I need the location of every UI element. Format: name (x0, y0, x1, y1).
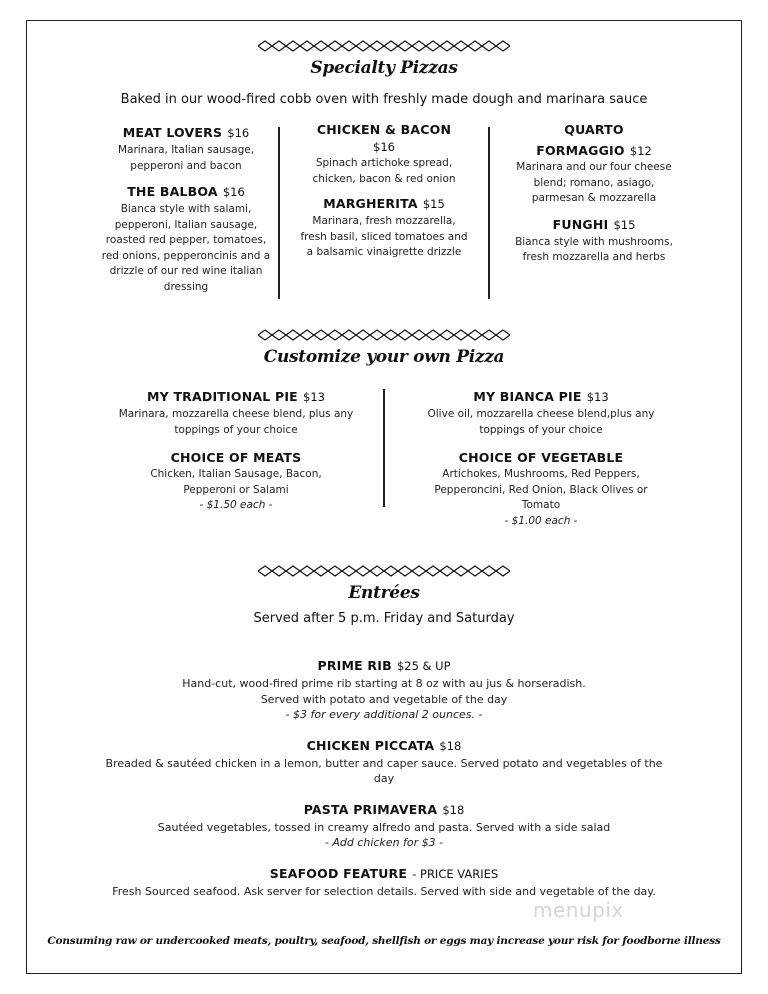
divider-diamond (342, 330, 356, 340)
item-description: Artichokes, Mushrooms, Red Peppers, Pepperoncini, Red Onion, Black Olives or Tomato (434, 468, 648, 511)
menu-item (412, 386, 670, 405)
item-description: Marinara, fresh mozzarella, fresh basil, sliced tomatoes and a balsamic vinaigrette drizzle (300, 215, 468, 258)
divider-diamond (454, 330, 468, 340)
item-price: $15 (422, 197, 445, 211)
divider-diamond (384, 330, 398, 340)
item-description: Fresh Sourced seafood. Ask server for selection details. Served with side and vegetable of the day. (112, 884, 656, 898)
divider-diamond (384, 566, 398, 576)
item-price: - PRICE VARIES (412, 866, 499, 881)
divider-diamond (272, 566, 286, 576)
divider-diamond (412, 566, 426, 576)
watermark-logo: menupix (533, 898, 624, 922)
item-description: Hand-cut, wood-fired prime rib starting at 8 oz with au jus & horseradish. Served with potato and vegetable of the day (182, 677, 586, 706)
divider-diamond (482, 330, 496, 340)
item-description: Marinara, mozzarella cheese blend, plus any toppings of your choice (118, 408, 354, 436)
divider-diamond (454, 566, 468, 576)
menu-item (96, 799, 672, 818)
entrees-subtitle: Served after 5 p.m. Friday and Saturday (253, 611, 515, 626)
menu-item (96, 863, 672, 882)
item-name: MY BIANCA PIE (473, 389, 582, 404)
item-name: CHOICE OF VEGETABLE (458, 450, 624, 465)
item-description: Chicken, Italian Sausage, Bacon, Pepperoni or Salami (150, 468, 322, 496)
item-price: $12 (629, 144, 652, 158)
item-description: Olive oil, mozzarella cheese blend,plus any toppings of your choice (427, 408, 655, 436)
item-name: PASTA PRIMAVERA (303, 801, 438, 817)
divider-diamond (370, 41, 384, 51)
divider-diamond (272, 330, 286, 340)
food-safety-warning: Consuming raw or undercooked meats, poultry, seafood, shellfish or eggs may increase your risk for foodborne illness (47, 935, 721, 947)
item-description: Bianca style with salami, pepperoni, Italian sausage, roasted red pepper, tomatoes, red onions, pepperoncinis and a drizzle of our red wine italian dressing (101, 203, 271, 293)
item-price: $25 & UP (396, 659, 451, 673)
column-divider (383, 389, 385, 507)
entrees-list (96, 655, 672, 899)
item-price: $18 (439, 738, 462, 753)
item-description: Marinara and our four cheese blend; romano, asiago, parmesan & mozzarella (516, 161, 672, 204)
price-note: - $1.50 each - (199, 499, 273, 511)
menu-item (298, 193, 470, 212)
divider-diamond (384, 41, 398, 51)
specialty-column-3 (508, 122, 680, 266)
item-price: $13 (303, 390, 325, 404)
divider-diamond (286, 566, 300, 576)
divider-diamond (370, 330, 384, 340)
customize-right-column (412, 386, 670, 529)
divider-diamond (468, 566, 482, 576)
divider-diamond (258, 41, 272, 51)
menu-item (96, 655, 672, 674)
item-name: FUNGHI (552, 216, 609, 232)
divider-diamond (314, 566, 328, 576)
menu-item (508, 214, 680, 233)
item-name: CHICKEN & BACON (316, 122, 452, 137)
price-note: - Add chicken for $3 - (324, 836, 444, 849)
divider-diamond (300, 41, 314, 51)
column-divider (278, 127, 280, 299)
price-note: - $1.00 each - (504, 514, 578, 527)
divider-diamond (398, 41, 412, 51)
entrees-title: Entrées (348, 583, 420, 603)
divider-diamond (426, 41, 440, 51)
item-name: MY TRADITIONAL PIE (147, 389, 298, 404)
divider-diamond (468, 41, 482, 51)
item-name: CHOICE OF MEATS (170, 450, 302, 465)
divider-diamond (286, 330, 300, 340)
specialty-subtitle: Baked in our wood-fired cobb oven with freshly made dough and marinara sauce (120, 92, 648, 107)
divider-diamond (300, 330, 314, 340)
item-description: Spinach artichoke spread, chicken, bacon & red onion (312, 157, 456, 185)
divider-diamond (468, 330, 482, 340)
customize-left-column (106, 386, 366, 514)
item-price: $16 (222, 185, 245, 199)
divider-diamond (482, 566, 496, 576)
divider-diamond (496, 41, 510, 51)
item-description: Bianca style with mushrooms, fresh mozzarella and herbs (515, 235, 673, 263)
divider-diamond (300, 566, 314, 576)
item-description: Breaded & sautéed chicken in a lemon, butter and caper sauce. Served potato and vegetables of the day (105, 756, 663, 785)
item-price: $15 (613, 217, 636, 232)
divider-diamond (440, 330, 454, 340)
item-name: PRIME RIB (317, 658, 392, 673)
divider-diamond (286, 41, 300, 51)
menu-item (96, 181, 276, 200)
divider-diamond (412, 41, 426, 51)
divider-diamond (482, 41, 496, 51)
divider-diamond (272, 41, 286, 51)
item-price: $18 (442, 802, 465, 817)
item-name: THE BALBOA (127, 184, 218, 199)
item-name: CHICKEN PICCATA (306, 737, 435, 753)
customize-title: Customize your own Pizza (263, 347, 505, 367)
specialty-column-1 (96, 122, 276, 295)
item-price: $16 (373, 140, 395, 154)
divider-diamond (258, 566, 272, 576)
item-name: MEAT LOVERS (122, 125, 223, 140)
divider-diamond (342, 566, 356, 576)
item-name: FORMAGGIO (536, 143, 625, 158)
divider-diamond (440, 566, 454, 576)
diamond-divider (258, 565, 510, 577)
item-name: SEAFOOD FEATURE (269, 865, 408, 881)
item-name: MARGHERITA (323, 196, 418, 211)
item-description: Sautéed vegetables, tossed in creamy alfredo and pasta. Served with a side salad (157, 820, 611, 834)
divider-diamond (426, 330, 440, 340)
menu-item (106, 386, 366, 405)
item-price: $13 (586, 390, 609, 404)
menu-item (96, 735, 672, 754)
diamond-divider (258, 329, 510, 341)
divider-diamond (370, 566, 384, 576)
divider-diamond (356, 41, 370, 51)
divider-diamond (314, 41, 328, 51)
menu-item (96, 122, 276, 141)
divider-diamond (398, 566, 412, 576)
specialty-column-2 (298, 122, 470, 261)
divider-diamond (328, 566, 342, 576)
divider-diamond (258, 330, 272, 340)
divider-diamond (412, 330, 426, 340)
divider-diamond (328, 330, 342, 340)
specialty-title: Specialty Pizzas (310, 58, 458, 78)
divider-diamond (426, 566, 440, 576)
divider-diamond (454, 41, 468, 51)
price-note: - $3 for every additional 2 ounces. - (285, 708, 483, 721)
item-name: QUARTO (564, 122, 624, 137)
divider-diamond (496, 566, 510, 576)
item-price: $16 (227, 126, 250, 140)
divider-diamond (314, 330, 328, 340)
menu-item (508, 140, 680, 159)
item-description: Marinara, Italian sausage, pepperoni and bacon (117, 144, 255, 172)
divider-diamond (440, 41, 454, 51)
diamond-divider (258, 40, 510, 52)
divider-diamond (496, 330, 510, 340)
divider-diamond (356, 566, 370, 576)
divider-diamond (356, 330, 370, 340)
divider-diamond (398, 330, 412, 340)
divider-diamond (328, 41, 342, 51)
column-divider (488, 127, 490, 299)
divider-diamond (342, 41, 356, 51)
